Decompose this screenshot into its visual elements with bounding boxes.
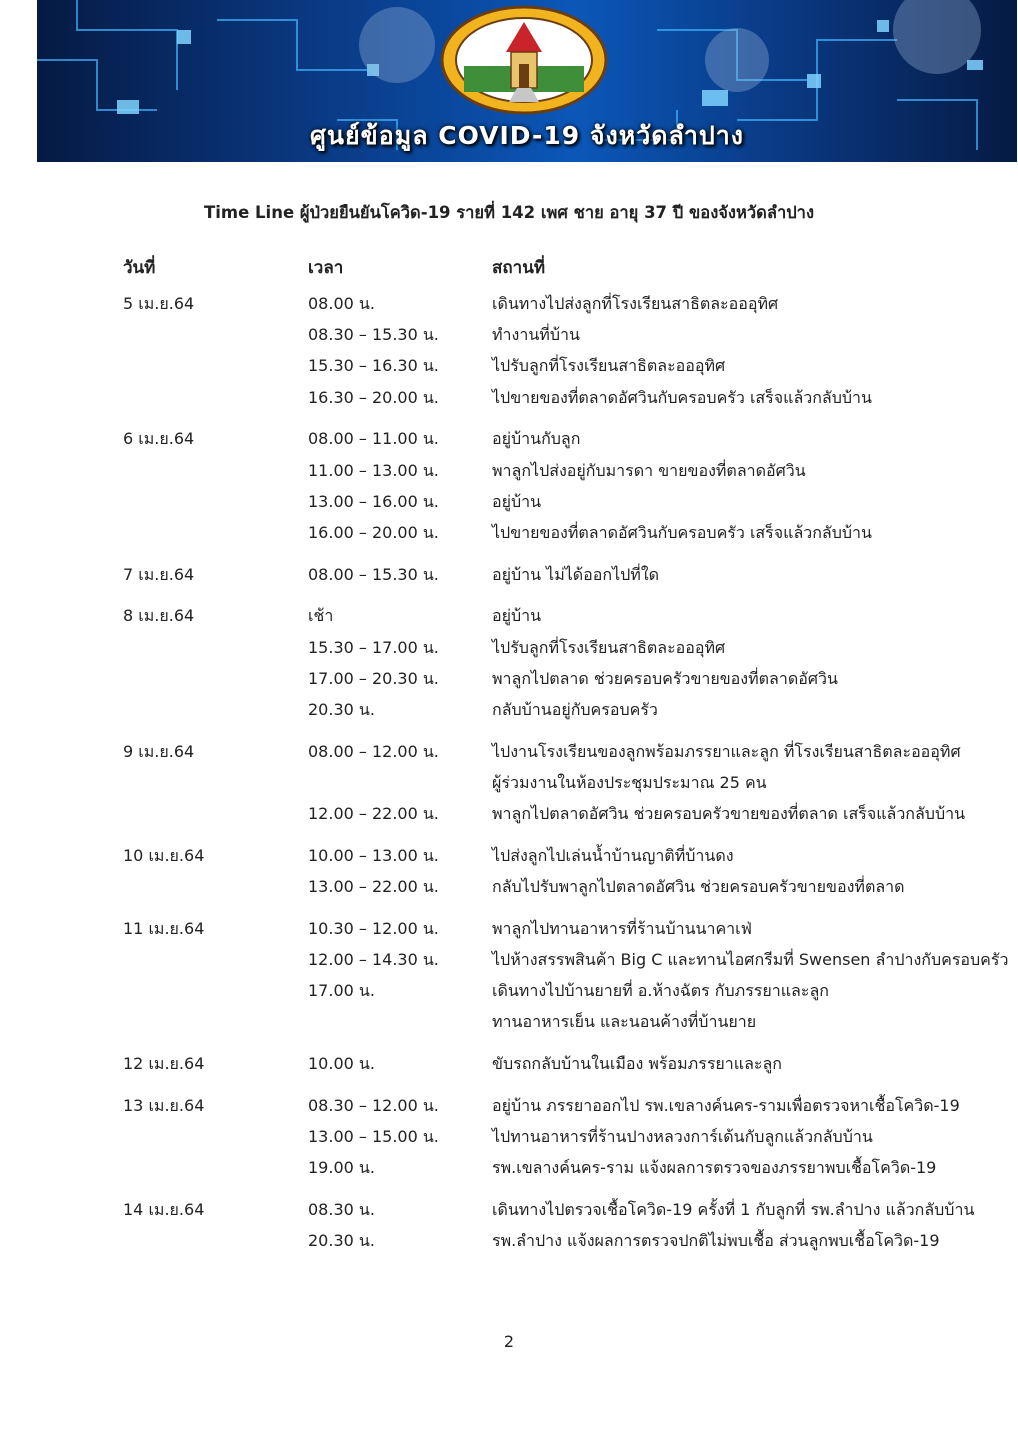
timeline-date: 9 เม.ย.64 [123,741,195,761]
timeline-place: กลับไปรับพาลูกไปตลาดอัศวิน ช่วยครอบครัวขายของที่ตลาด [492,876,905,896]
timeline-time: 11.00 – 13.00 น. [308,460,439,480]
timeline-time: 15.30 – 17.00 น. [308,637,439,657]
page-title: Time Line ผู้ป่วยยืนยันโควิด-19 รายที่ 142 เพศ ชาย อายุ 37 ปี ของจังหวัดลำปาง [203,203,815,222]
timeline-time: 13.00 – 15.00 น. [308,1126,439,1146]
timeline-date: 5 เม.ย.64 [123,294,195,313]
page-number: 2 [503,1332,515,1351]
header-banner [37,0,1017,162]
timeline-place: ไปงานโรงเรียนของลูกพร้อมภรรยาและลูก ที่โรงเรียนสาธิตละอออุทิศ [492,741,961,761]
timeline-time: 10.30 – 12.00 น. [308,918,439,938]
timeline-time: 10.00 – 13.00 น. [308,845,439,865]
timeline-time: 08.00 – 12.00 น. [308,741,439,761]
timeline-place: รพ.ลำปาง แจ้งผลการตรวจปกติไม่พบเชื้อ ส่วนลูกพบเชื้อโควิด-19 [492,1230,940,1250]
timeline-date: 10 เม.ย.64 [123,845,205,865]
timeline-place: เดินทางไปตรวจเชื้อโควิด-19 ครั้งที่ 1 กับลูกที่ รพ.ลำปาง แล้วกลับบ้าน [492,1199,975,1219]
timeline-time: 20.30 น. [308,699,375,719]
timeline-place: เดินทางไปบ้านยายที่ อ.ห้างฉัตร กับภรรยาและลูก [492,981,829,1000]
timeline-date: 6 เม.ย.64 [123,429,195,449]
timeline-time: 08.30 – 12.00 น. [308,1095,439,1115]
timeline-place: ขับรถกลับบ้านในเมือง พร้อมภรรยาและลูก [492,1053,782,1073]
timeline-place: ทำงานที่บ้าน [492,325,580,345]
timeline-date: 14 เม.ย.64 [123,1199,205,1219]
timeline-date: 11 เม.ย.64 [123,918,205,938]
banner-title: ศูนย์ข้อมูล COVID-19 จังหวัดลำปาง [310,121,744,150]
timeline-time: 17.00 – 20.30 น. [308,668,439,688]
timeline-place: ไปรับลูกที่โรงเรียนสาธิตละอออุทิศ [492,637,726,657]
timeline-place: ไปขายของที่ตลาดอัศวินกับครอบครัว เสร็จแล้วกลับบ้าน [492,387,872,407]
timeline-time: 17.00 น. [308,981,375,1000]
timeline-place: ไปส่งลูกไปเล่นน้ำบ้านญาติที่บ้านดง [492,845,734,865]
timeline-place: อยู่บ้าน [492,491,542,511]
timeline-place: เดินทางไปส่งลูกที่โรงเรียนสาธิตละอออุทิศ [492,294,779,313]
timeline-time: 16.30 – 20.00 น. [308,387,439,407]
timeline-time: 08.00 – 15.30 น. [308,564,439,584]
timeline-time: 16.00 – 20.00 น. [308,522,439,542]
timeline-place: อยู่บ้าน ภรรยาออกไป รพ.เขลางค์นคร-รามเพื่อตรวจหาเชื้อโควิด-19 [492,1095,960,1115]
timeline-place: รพ.เขลางค์นคร-ราม แจ้งผลการตรวจของภรรยาพบเชื้อโควิด-19 [492,1158,937,1177]
timeline-place: ทานอาหารเย็น และนอนค้างที่บ้านยาย [492,1012,757,1032]
timeline-time: 20.30 น. [308,1230,375,1250]
timeline-time: 19.00 น. [308,1158,375,1177]
timeline-time: 08.00 น. [308,294,375,313]
timeline-time: 13.00 – 16.00 น. [308,491,439,511]
column-header-date: วันที่ [123,258,156,278]
timeline-time: 08.30 น. [308,1199,375,1219]
timeline-place: พาลูกไปทานอาหารที่ร้านบ้านนาคาเฟ่ [492,918,752,938]
timeline-place: อยู่บ้าน [492,606,542,626]
timeline-place: พาลูกไปส่งอยู่กับมารดา ขายของที่ตลาดอัศวิน [492,460,806,480]
timeline-place: อยู่บ้านกับลูก [492,429,581,449]
timeline-time: 12.00 – 22.00 น. [308,804,439,823]
timeline-time: 15.30 – 16.30 น. [308,356,439,376]
timeline-place: ไปขายของที่ตลาดอัศวินกับครอบครัว เสร็จแล้วกลับบ้าน [492,522,872,542]
timeline-time: 13.00 – 22.00 น. [308,876,439,896]
timeline-place: ไปรับลูกที่โรงเรียนสาธิตละอออุทิศ [492,356,726,376]
timeline-time: เช้า [308,606,334,626]
timeline-place: ไปทานอาหารที่ร้านปางหลวงการ์เด้นกับลูกแล้วกลับบ้าน [492,1126,873,1146]
timeline-time: 08.00 – 11.00 น. [308,429,439,449]
timeline-place: พาลูกไปตลาดอัศวิน ช่วยครอบครัวขายของที่ตลาด เสร็จแล้วกลับบ้าน [492,804,966,823]
timeline-date: 12 เม.ย.64 [123,1053,205,1073]
timeline-date: 8 เม.ย.64 [123,606,195,626]
timeline-time: 08.30 – 15.30 น. [308,325,439,345]
timeline-date: 13 เม.ย.64 [123,1095,205,1115]
lampang-province-seal-icon [439,4,609,116]
column-header-time: เวลา [308,258,344,278]
timeline-time: 10.00 น. [308,1053,375,1073]
timeline-date: 7 เม.ย.64 [123,564,195,584]
timeline-place: ผู้ร่วมงานในห้องประชุมประมาณ 25 คน [492,772,767,792]
timeline-place: กลับบ้านอยู่กับครอบครัว [492,699,658,719]
column-header-place: สถานที่ [492,258,546,278]
timeline-place: พาลูกไปตลาด ช่วยครอบครัวขายของที่ตลาดอัศวิน [492,668,838,688]
timeline-time: 12.00 – 14.30 น. [308,949,439,969]
timeline-place: ไปห้างสรรพสินค้า Big C และทานไอศกรีมที่ Swensen ลำปางกับครอบครัว [492,949,1009,969]
timeline-place: อยู่บ้าน ไม่ได้ออกไปที่ใด [492,564,660,584]
